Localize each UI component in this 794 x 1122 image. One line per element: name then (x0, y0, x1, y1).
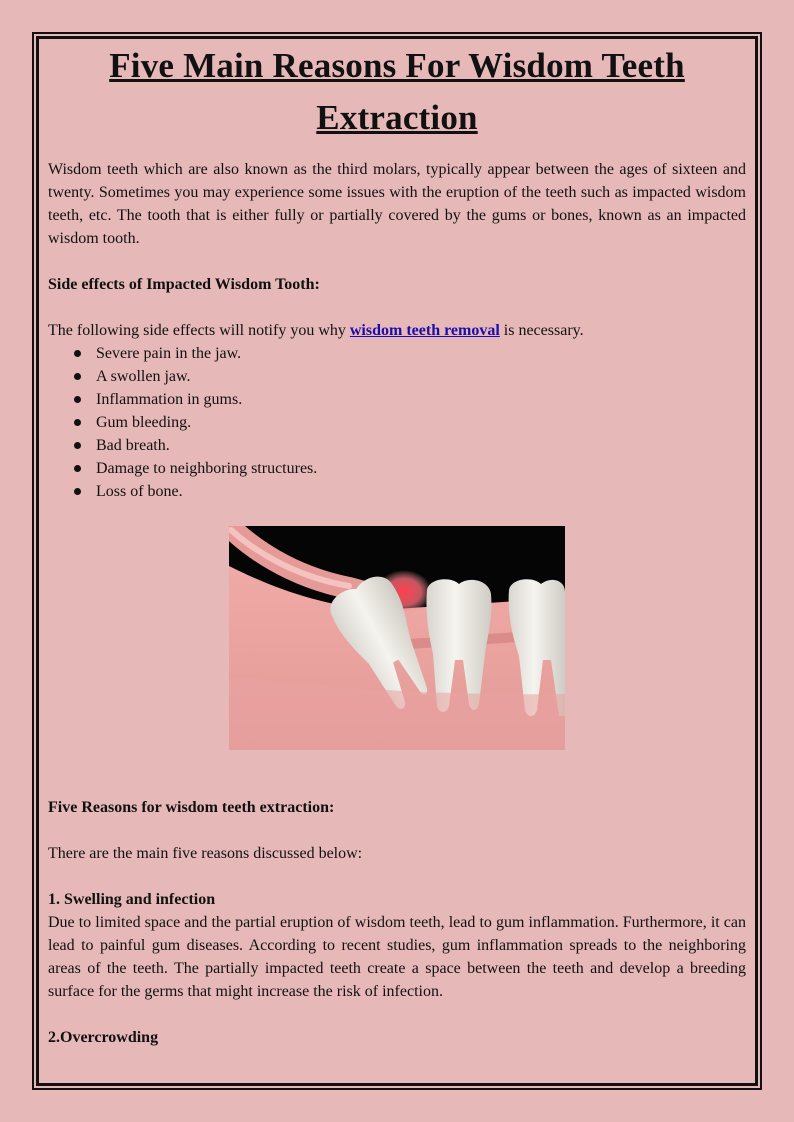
page-title: Five Main Reasons For Wisdom Teeth Extraction (109, 46, 685, 137)
section-heading-overcrowding: 2.Overcrowding (48, 1029, 159, 1046)
list-item: Bad breath. (72, 434, 746, 457)
document-body (48, 40, 746, 1049)
side-effects-list (48, 342, 746, 503)
list-item: Inflammation in gums. (72, 388, 746, 411)
list-item: Severe pain in the jaw. (72, 342, 746, 365)
intro-paragraph: Wisdom teeth which are also known as the third molars, typically appear between the ages of sixteen and twenty. Sometimes you may experience some issues with the eruption of the teeth such as impacted wisdom teeth, etc. The tooth that is either fully or partially covered by the gums or bones, known as an impacted wisdom tooth. (48, 161, 746, 247)
reasons-heading: Five Reasons for wisdom teeth extraction: (48, 799, 335, 816)
list-item: Damage to neighboring structures. (72, 457, 746, 480)
list-item: Gum bleeding. (72, 411, 746, 434)
impacted-wisdom-tooth-illustration (229, 526, 565, 750)
list-item: Loss of bone. (72, 480, 746, 503)
section-heading-swelling: 1. Swelling and infection (48, 891, 216, 908)
side-effects-lead (48, 319, 746, 342)
side-effects-lead-tail: is necessary. (499, 322, 584, 339)
reasons-lead: There are the main five reasons discussed below: (48, 845, 363, 862)
wisdom-teeth-removal-link[interactable]: wisdom teeth removal (349, 322, 500, 339)
figure-container (48, 526, 746, 750)
section-body-swelling: Due to limited space and the partial eruption of wisdom teeth, lead to gum inflammation. Furthermore, it can lead to painful gum diseases. According to recent studies, gum inflammation spreads to the neighboring areas of the teeth. The partially impacted teeth create a space between the teeth and develop a breeding surface for the germs that might increase the risk of infection. (48, 914, 746, 1000)
side-effects-lead-text: The following side effects will notify you why (48, 322, 350, 339)
list-item: A swollen jaw. (72, 365, 746, 388)
side-effects-heading: Side effects of Impacted Wisdom Tooth: (48, 276, 320, 293)
